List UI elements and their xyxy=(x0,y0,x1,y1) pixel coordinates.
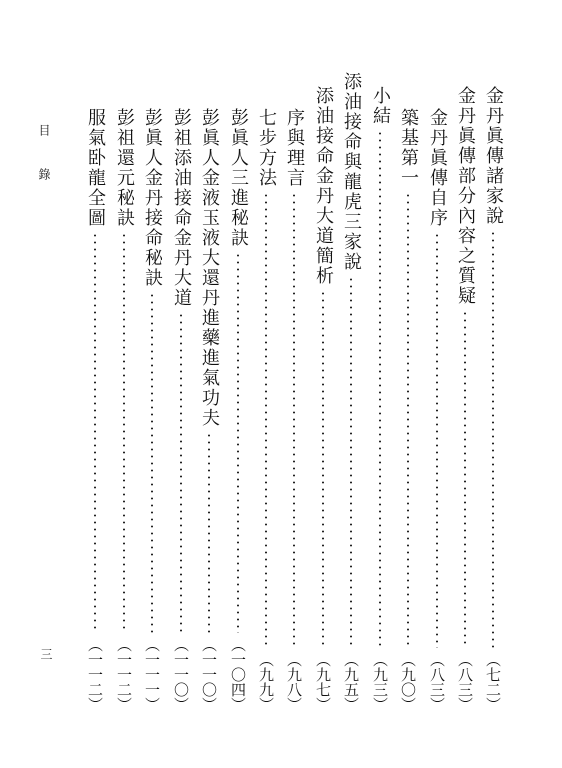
toc-entry-page: （一一一） xyxy=(143,637,161,712)
dot-leader xyxy=(436,232,438,648)
dot-leader xyxy=(492,230,494,648)
toc-entry xyxy=(369,86,391,712)
toc-entry xyxy=(426,108,448,712)
toc-entry-title: 彭眞人金丹接命秘訣 xyxy=(142,108,163,288)
toc-entry-page: （九八） xyxy=(285,652,303,712)
dot-leader xyxy=(293,192,295,648)
toc-entry xyxy=(227,108,249,712)
dot-leader xyxy=(379,130,381,648)
toc-entry-page: （一一〇） xyxy=(200,637,218,712)
toc-entry-page: （七二） xyxy=(484,652,502,712)
toc-entry xyxy=(170,108,192,712)
toc-entry-page: （一一二） xyxy=(86,637,104,712)
dot-leader xyxy=(123,232,125,633)
toc-entry-title: 築基第一 xyxy=(398,108,419,188)
dot-leader xyxy=(94,232,96,633)
toc-entry-page: （一一二） xyxy=(115,637,133,712)
toc-entry xyxy=(141,108,163,712)
toc-entry-page: （九五） xyxy=(342,652,360,712)
toc-entry-title: 小結 xyxy=(370,86,391,126)
toc-entry-page: （一一〇） xyxy=(172,637,190,712)
toc-entry xyxy=(312,86,334,712)
toc-entry-title: 彭祖添油接命金丹大道 xyxy=(171,108,192,308)
toc-entry xyxy=(198,108,220,712)
dot-leader xyxy=(265,192,267,648)
section-label: 目 錄 xyxy=(37,124,51,194)
toc-entry-title: 金丹眞傳部分內容之質疑 xyxy=(455,86,476,306)
toc-entry xyxy=(113,108,135,712)
toc-entry-title: 序與理言 xyxy=(284,108,305,188)
toc-entry-page: （一〇四） xyxy=(229,637,247,712)
toc-entry xyxy=(283,108,305,712)
toc-entry-title: 添油接命金丹大道簡析 xyxy=(313,86,334,286)
toc-entry-title: 彭眞人三進秘訣 xyxy=(228,108,249,248)
toc-entry-title: 七步方法 xyxy=(256,108,277,188)
dot-leader xyxy=(322,290,324,648)
toc-entry xyxy=(397,108,419,712)
toc-entry-page: （九〇） xyxy=(399,652,417,712)
toc-entry-page: （九七） xyxy=(314,652,332,712)
toc-entry xyxy=(340,72,362,712)
toc-entry-title: 金丹眞傳自序 xyxy=(427,108,448,228)
dot-leader xyxy=(180,312,182,633)
toc-entry xyxy=(454,86,476,712)
toc-entry-title: 金丹眞傳諸家說 xyxy=(483,86,504,226)
toc-entry xyxy=(84,108,106,712)
toc-entry-page: （九三） xyxy=(371,652,389,712)
dot-leader xyxy=(464,310,466,648)
toc-entry-title: 彭祖還元秘訣 xyxy=(114,108,135,228)
toc-entry xyxy=(255,108,277,712)
toc-entry-title: 添油接命與龍虎三家說 xyxy=(341,72,362,272)
dot-leader xyxy=(237,252,239,633)
dot-leader xyxy=(407,192,409,648)
toc-entry-title: 服氣卧龍全圖 xyxy=(85,108,106,228)
toc-entry-page: （八三） xyxy=(428,652,446,712)
folio-page-number: 三 xyxy=(39,648,53,660)
dot-leader xyxy=(350,276,352,648)
toc-entry-page: （八三） xyxy=(456,652,474,712)
toc-entry-title: 彭眞人金液玉液大還丹進藥進氣功夫 xyxy=(199,108,220,428)
toc-entry-page: （九九） xyxy=(257,652,275,712)
dot-leader xyxy=(151,292,153,633)
dot-leader xyxy=(208,432,210,633)
toc-entry xyxy=(482,86,504,712)
